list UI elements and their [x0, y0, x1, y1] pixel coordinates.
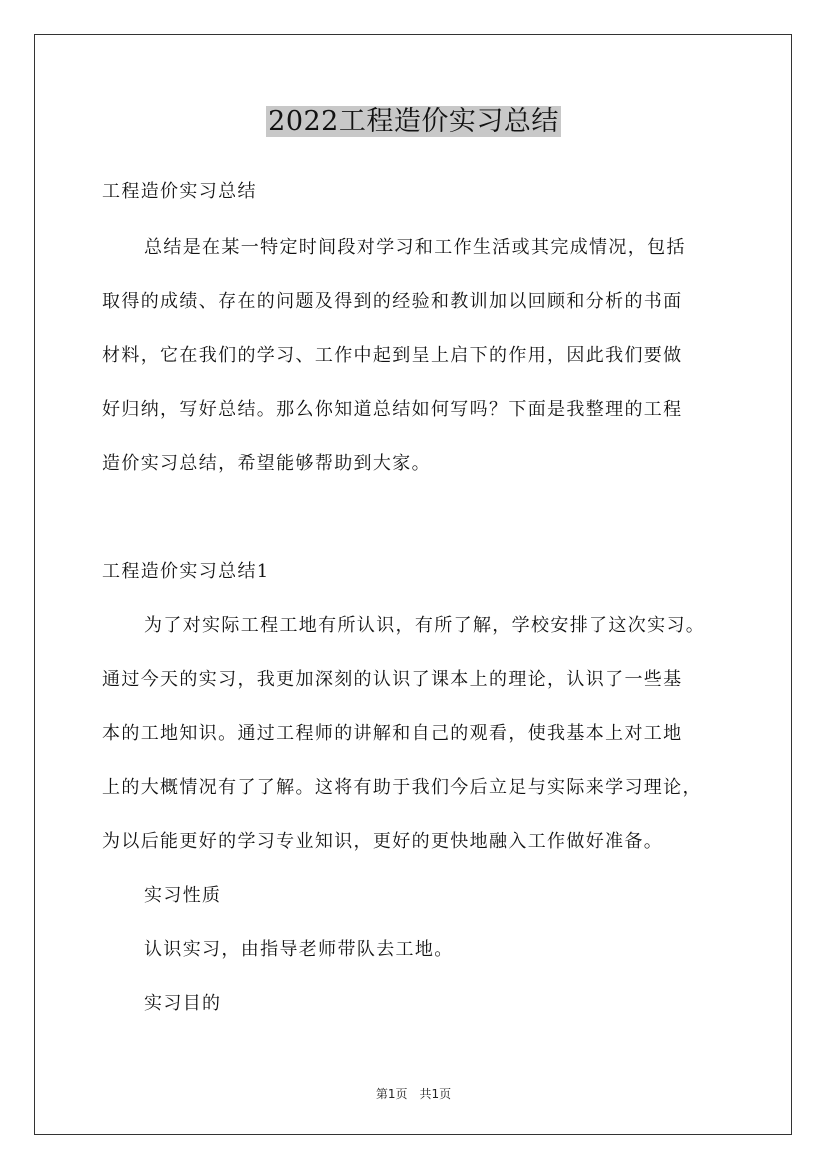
nature-text: 认识实习，由指导老师带队去工地。 [144, 939, 454, 960]
document-subtitle: 工程造价实习总结 [102, 181, 257, 202]
page-number: 第1页 共1页 [375, 1087, 452, 1101]
section1-line-5: 为以后能更好的学习专业知识，更好的更快地融入工作做好准备。 [102, 831, 664, 852]
document-title: 2022工程造价实习总结 [268, 106, 559, 137]
intro-line-5: 造价实习总结，希望能够帮助到大家。 [102, 453, 431, 474]
purpose-heading: 实习目的 [144, 993, 222, 1014]
intro-line-4: 好归纳，写好总结。那么你知道总结如何写吗？下面是我整理的工程 [102, 399, 683, 420]
section-heading-1: 工程造价实习总结1 [102, 561, 270, 582]
intro-line-2: 取得的成绩、存在的问题及得到的经验和教训加以回顾和分析的书面 [102, 291, 683, 312]
intro-line-3: 材料，它在我们的学习、工作中起到呈上启下的作用，因此我们要做 [102, 345, 683, 366]
section1-line-3: 本的工地知识。通过工程师的讲解和自己的观看，使我基本上对工地 [102, 723, 683, 744]
section1-line-2: 通过今天的实习，我更加深刻的认识了课本上的理论，认识了一些基 [102, 669, 683, 690]
intro-line-1: 总结是在某一特定时间段对学习和工作生活或其完成情况，包括 [144, 237, 686, 258]
section1-line-4: 上的大概情况有了了解。这将有助于我们今后立足与实际来学习理论， [102, 777, 702, 798]
nature-heading: 实习性质 [144, 885, 222, 906]
section1-line-1: 为了对实际工程工地有所认识，有所了解，学校安排了这次实习。 [144, 615, 706, 636]
